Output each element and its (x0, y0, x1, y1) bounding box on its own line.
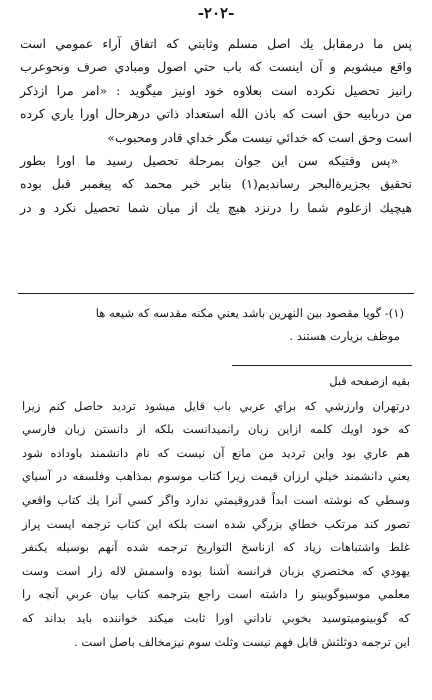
main-text-line: پس ما درمقابل يك اصل مسلم وثابتي كه اتفاق آراء عمومي است (20, 36, 412, 51)
continuation-line: يعني دانشمند خيلي ارزان قيمت زيرا كتاب موسوم بمذاهب وفلسفه در آسياي (22, 469, 410, 484)
main-text-line: تحقيق بجزيرةالبحر رسانديم(۱) بنابر خبر محمد كه پيغمبر قبل بوده (20, 176, 412, 192)
continuation-line: كه خود اويك كلمه ازاين زبان رانميدانست بلكه از دانستن زبان فارسي (22, 422, 410, 437)
footnote-line: موظف بزيارت هستند . (289, 329, 400, 343)
page-number: -۲۰۲- (197, 4, 235, 22)
continuation-block (22, 370, 410, 654)
main-text-line: رانيز تحصيل نكرده است بعلاوه خود اونيز ميگويد : «امر مرا ازذكر (20, 82, 412, 98)
main-text-line: من دربابيه حق است كه باذن الله استعداد ذاتي درهرحال اورا ياري كرده (20, 106, 412, 122)
main-text-block (20, 32, 412, 219)
continuation-heading: بقيه ازصفحه قبل (329, 374, 410, 388)
main-text-line: واقع ميشويم و آن اينست كه باب حتي اصول ومبادي صرف ونحوعرب (20, 59, 412, 75)
continuation-line: يهودي كه مختصري بزبان فرانسه آشنا بوده واسمش لاله زار است وست (22, 563, 410, 578)
footnote-line: (۱)- گويا مقصود بين النهرين باشد يعني مكنه مقدسه كه شيعه ها (95, 306, 404, 320)
continuation-line: هم عاري بود واين ترديد من مانع آن نيست كه نام دانشمند باوداده شود (22, 445, 410, 460)
main-text-line: هيچيك ازعلوم شما را درنزد هيچ يك از ميان شما تحصيل نكرد و در (20, 199, 412, 215)
continuation-line: درتهران وارزشي كه براي عربي باب قايل ميشود ترديد حاصل كنم زيرا (22, 398, 410, 413)
continuation-divider (232, 365, 412, 366)
continuation-line: وسطي كه نوشته است ابداً قدروقيمتي ندارد واگر كسي آنرا يك كتاب واقعي (22, 492, 410, 507)
footnote-divider (18, 293, 414, 294)
continuation-line: كه گوبينوميتوسيد بخوبي ناداني اورا ثابت ميكند خواننده بايد بداند كه (22, 610, 410, 625)
continuation-line: غلط واشتباهات زياد كه ازناسخ التواريخ ترجمه شده آنهم بوسيله يكنفر (22, 540, 410, 555)
main-text-line: «پس وقتيكه سن اين جوان بمرحلة تحصيل رسيد ما اورا بطور (20, 153, 398, 169)
continuation-line: تصور كند مرتكب خطاي بزرگي شده است بلكه اين كتاب ترجمه ايست پراز (22, 516, 410, 531)
continuation-line: معلمي موسيوگوبينو را داشته است راجع بترجمه كتاب بيان عربي آنچه را (22, 587, 410, 602)
footnote-block (24, 302, 404, 348)
continuation-line: اين ترجمه دوثلثش قابل فهم نيست وثلث سوم نيزمخالف باصل است . (74, 634, 410, 649)
main-text-line: است وحق است كه خدائي نيست مگر خداي قادر ومحبوب» (107, 129, 412, 145)
